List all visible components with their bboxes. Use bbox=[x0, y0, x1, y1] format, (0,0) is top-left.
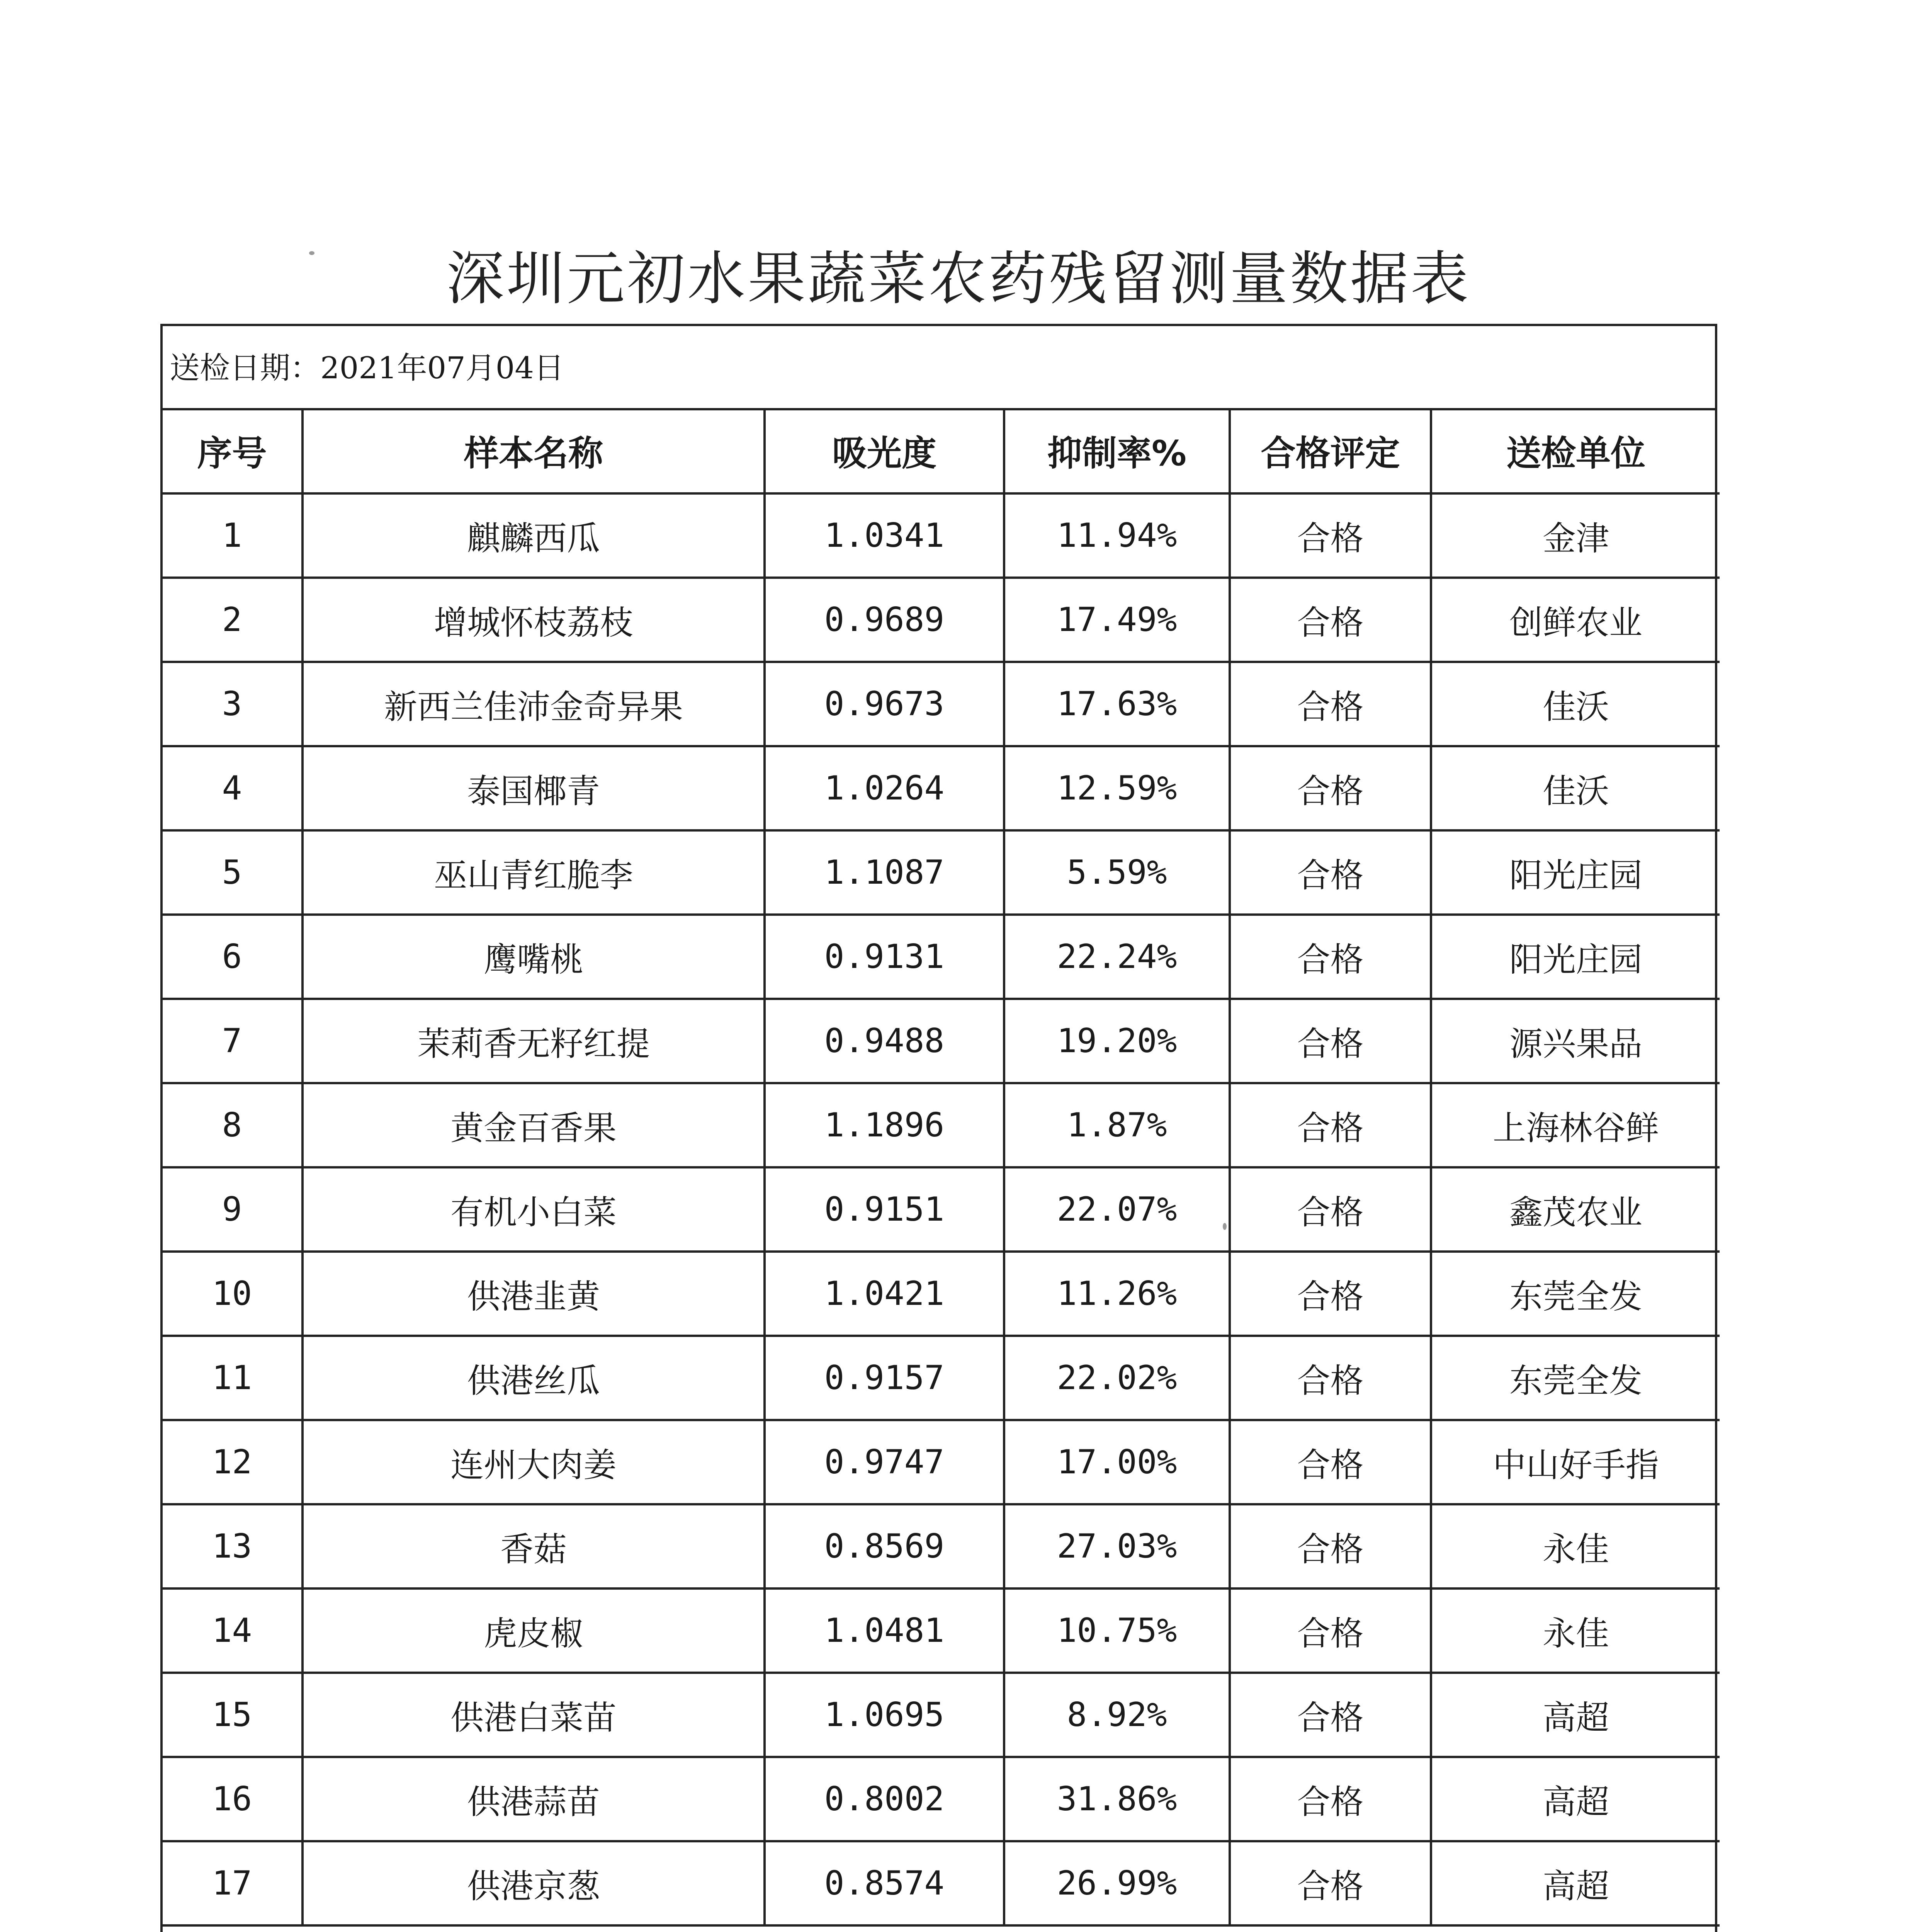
row-index: 1 bbox=[163, 493, 303, 578]
row-index: 13 bbox=[163, 1504, 303, 1588]
document-title: 深圳元初水果蔬菜农药残留测量数据表 bbox=[446, 245, 1471, 313]
inhibition-rate: 19.20% bbox=[1004, 999, 1230, 1083]
row-index: 9 bbox=[163, 1167, 303, 1252]
inhibition-rate: 26.99% bbox=[1004, 1841, 1230, 1925]
qualification: 合格 bbox=[1230, 915, 1431, 999]
submitting-unit: 佳沃 bbox=[1431, 746, 1720, 830]
table-row bbox=[163, 1336, 1720, 1420]
row-index: 15 bbox=[163, 1673, 303, 1757]
qualification: 合格 bbox=[1230, 1504, 1431, 1588]
row-index: 11 bbox=[163, 1336, 303, 1420]
absorbance-value: 0.9131 bbox=[765, 915, 1004, 999]
submitting-unit: 高超 bbox=[1431, 1673, 1720, 1757]
sample-name: 新西兰佳沛金奇异果 bbox=[303, 662, 765, 746]
table-row bbox=[163, 1673, 1720, 1757]
submitting-unit: 永佳 bbox=[1431, 1588, 1720, 1673]
scan-speck bbox=[309, 251, 314, 255]
sample-name: 麒麟西瓜 bbox=[303, 493, 765, 578]
inhibition-rate: 22.02% bbox=[1004, 1336, 1230, 1420]
submitting-unit: 阳光庄园 bbox=[1431, 915, 1720, 999]
table-row bbox=[163, 1504, 1720, 1588]
table-body bbox=[163, 493, 1720, 1925]
sample-name: 增城怀枝荔枝 bbox=[303, 578, 765, 662]
qualification: 合格 bbox=[1230, 493, 1431, 578]
inhibition-rate: 1.87% bbox=[1004, 1083, 1230, 1167]
qualification: 合格 bbox=[1230, 1757, 1431, 1841]
absorbance-value: 0.9151 bbox=[765, 1167, 1004, 1252]
row-index: 10 bbox=[163, 1252, 303, 1336]
inhibition-rate: 11.26% bbox=[1004, 1252, 1230, 1336]
submitting-unit: 上海林谷鲜 bbox=[1431, 1083, 1720, 1167]
table-row bbox=[163, 578, 1720, 662]
table-row bbox=[163, 1167, 1720, 1252]
qualification: 合格 bbox=[1230, 1083, 1431, 1167]
inhibition-rate: 22.24% bbox=[1004, 915, 1230, 999]
submission-date-row bbox=[163, 326, 1715, 410]
row-index: 7 bbox=[163, 999, 303, 1083]
absorbance-value: 0.9747 bbox=[765, 1420, 1004, 1504]
absorbance-value: 0.8569 bbox=[765, 1504, 1004, 1588]
sample-name: 供港白菜苗 bbox=[303, 1673, 765, 1757]
inhibition-rate: 11.94% bbox=[1004, 493, 1230, 578]
qualification: 合格 bbox=[1230, 1673, 1431, 1757]
absorbance-value: 1.1087 bbox=[765, 830, 1004, 915]
absorbance-value: 1.0421 bbox=[765, 1252, 1004, 1336]
table-header-row bbox=[163, 408, 1720, 493]
sample-name: 茉莉香无籽红提 bbox=[303, 999, 765, 1083]
sample-name: 供港丝瓜 bbox=[303, 1336, 765, 1420]
sample-name: 供港京葱 bbox=[303, 1841, 765, 1925]
submitting-unit: 创鲜农业 bbox=[1431, 578, 1720, 662]
inhibition-rate: 8.92% bbox=[1004, 1673, 1230, 1757]
submitting-unit: 金津 bbox=[1431, 493, 1720, 578]
absorbance-value: 0.9157 bbox=[765, 1336, 1004, 1420]
table-row bbox=[163, 493, 1720, 578]
submitting-unit: 永佳 bbox=[1431, 1504, 1720, 1588]
header-sample-name: 样本名称 bbox=[303, 408, 765, 493]
row-index: 5 bbox=[163, 830, 303, 915]
absorbance-value: 1.0341 bbox=[765, 493, 1004, 578]
date-label: 送检日期： bbox=[170, 351, 321, 386]
qualification: 合格 bbox=[1230, 1167, 1431, 1252]
qualification: 合格 bbox=[1230, 1420, 1431, 1504]
table-row bbox=[163, 830, 1720, 915]
row-index: 8 bbox=[163, 1083, 303, 1167]
inhibition-rate: 17.49% bbox=[1004, 578, 1230, 662]
qualification: 合格 bbox=[1230, 662, 1431, 746]
inhibition-rate: 22.07% bbox=[1004, 1167, 1230, 1252]
row-index: 17 bbox=[163, 1841, 303, 1925]
table-row bbox=[163, 999, 1720, 1083]
table-row bbox=[163, 1588, 1720, 1673]
table-row bbox=[163, 1420, 1720, 1504]
absorbance-value: 0.9488 bbox=[765, 999, 1004, 1083]
date-value: 2021年07月04日 bbox=[320, 351, 564, 386]
table-row bbox=[163, 1757, 1720, 1841]
inhibition-rate: 10.75% bbox=[1004, 1588, 1230, 1673]
header-submitting-unit: 送检单位 bbox=[1431, 408, 1720, 493]
table-row bbox=[163, 1083, 1720, 1167]
submitting-unit: 源兴果品 bbox=[1431, 999, 1720, 1083]
row-index: 6 bbox=[163, 915, 303, 999]
report-table-frame bbox=[160, 324, 1717, 1932]
absorbance-value: 1.0481 bbox=[765, 1588, 1004, 1673]
header-index: 序号 bbox=[163, 408, 303, 493]
inhibition-rate: 27.03% bbox=[1004, 1504, 1230, 1588]
submitting-unit: 佳沃 bbox=[1431, 662, 1720, 746]
scan-speck bbox=[1223, 1223, 1227, 1230]
sample-name: 有机小白菜 bbox=[303, 1167, 765, 1252]
table-row bbox=[163, 662, 1720, 746]
qualification: 合格 bbox=[1230, 1252, 1431, 1336]
submitting-unit: 高超 bbox=[1431, 1757, 1720, 1841]
sample-name: 泰国椰青 bbox=[303, 746, 765, 830]
sample-name: 供港蒜苗 bbox=[303, 1757, 765, 1841]
row-index: 2 bbox=[163, 578, 303, 662]
header-absorbance: 吸光度 bbox=[765, 408, 1004, 493]
results-table bbox=[163, 408, 1720, 1927]
submitting-unit: 东莞全发 bbox=[1431, 1252, 1720, 1336]
row-index: 3 bbox=[163, 662, 303, 746]
sample-name: 连州大肉姜 bbox=[303, 1420, 765, 1504]
absorbance-value: 0.9689 bbox=[765, 578, 1004, 662]
submitting-unit: 鑫茂农业 bbox=[1431, 1167, 1720, 1252]
sample-name: 巫山青红脆李 bbox=[303, 830, 765, 915]
submitting-unit: 高超 bbox=[1431, 1841, 1720, 1925]
table-row bbox=[163, 746, 1720, 830]
table-row bbox=[163, 1252, 1720, 1336]
submitting-unit: 阳光庄园 bbox=[1431, 830, 1720, 915]
absorbance-value: 0.8002 bbox=[765, 1757, 1004, 1841]
qualification: 合格 bbox=[1230, 1336, 1431, 1420]
qualification: 合格 bbox=[1230, 578, 1431, 662]
sample-name: 香菇 bbox=[303, 1504, 765, 1588]
header-qualification: 合格评定 bbox=[1230, 408, 1431, 493]
absorbance-value: 1.0695 bbox=[765, 1673, 1004, 1757]
inhibition-rate: 31.86% bbox=[1004, 1757, 1230, 1841]
sample-name: 供港韭黄 bbox=[303, 1252, 765, 1336]
row-index: 4 bbox=[163, 746, 303, 830]
table-row bbox=[163, 1841, 1720, 1925]
qualification: 合格 bbox=[1230, 999, 1431, 1083]
absorbance-value: 0.8574 bbox=[765, 1841, 1004, 1925]
inhibition-rate: 17.00% bbox=[1004, 1420, 1230, 1504]
table-row bbox=[163, 915, 1720, 999]
row-index: 14 bbox=[163, 1588, 303, 1673]
absorbance-value: 1.0264 bbox=[765, 746, 1004, 830]
absorbance-value: 0.9673 bbox=[765, 662, 1004, 746]
inhibition-rate: 5.59% bbox=[1004, 830, 1230, 915]
header-inhibition-rate: 抑制率% bbox=[1004, 408, 1230, 493]
inhibition-rate: 17.63% bbox=[1004, 662, 1230, 746]
row-index: 16 bbox=[163, 1757, 303, 1841]
row-index: 12 bbox=[163, 1420, 303, 1504]
qualification: 合格 bbox=[1230, 1588, 1431, 1673]
qualification: 合格 bbox=[1230, 1841, 1431, 1925]
qualification: 合格 bbox=[1230, 830, 1431, 915]
qualification: 合格 bbox=[1230, 746, 1431, 830]
absorbance-value: 1.1896 bbox=[765, 1083, 1004, 1167]
inhibition-rate: 12.59% bbox=[1004, 746, 1230, 830]
submitting-unit: 东莞全发 bbox=[1431, 1336, 1720, 1420]
submitting-unit: 中山好手指 bbox=[1431, 1420, 1720, 1504]
sample-name: 虎皮椒 bbox=[303, 1588, 765, 1673]
sample-name: 鹰嘴桃 bbox=[303, 915, 765, 999]
method-notes bbox=[163, 1925, 1715, 1932]
sample-name: 黄金百香果 bbox=[303, 1083, 765, 1167]
